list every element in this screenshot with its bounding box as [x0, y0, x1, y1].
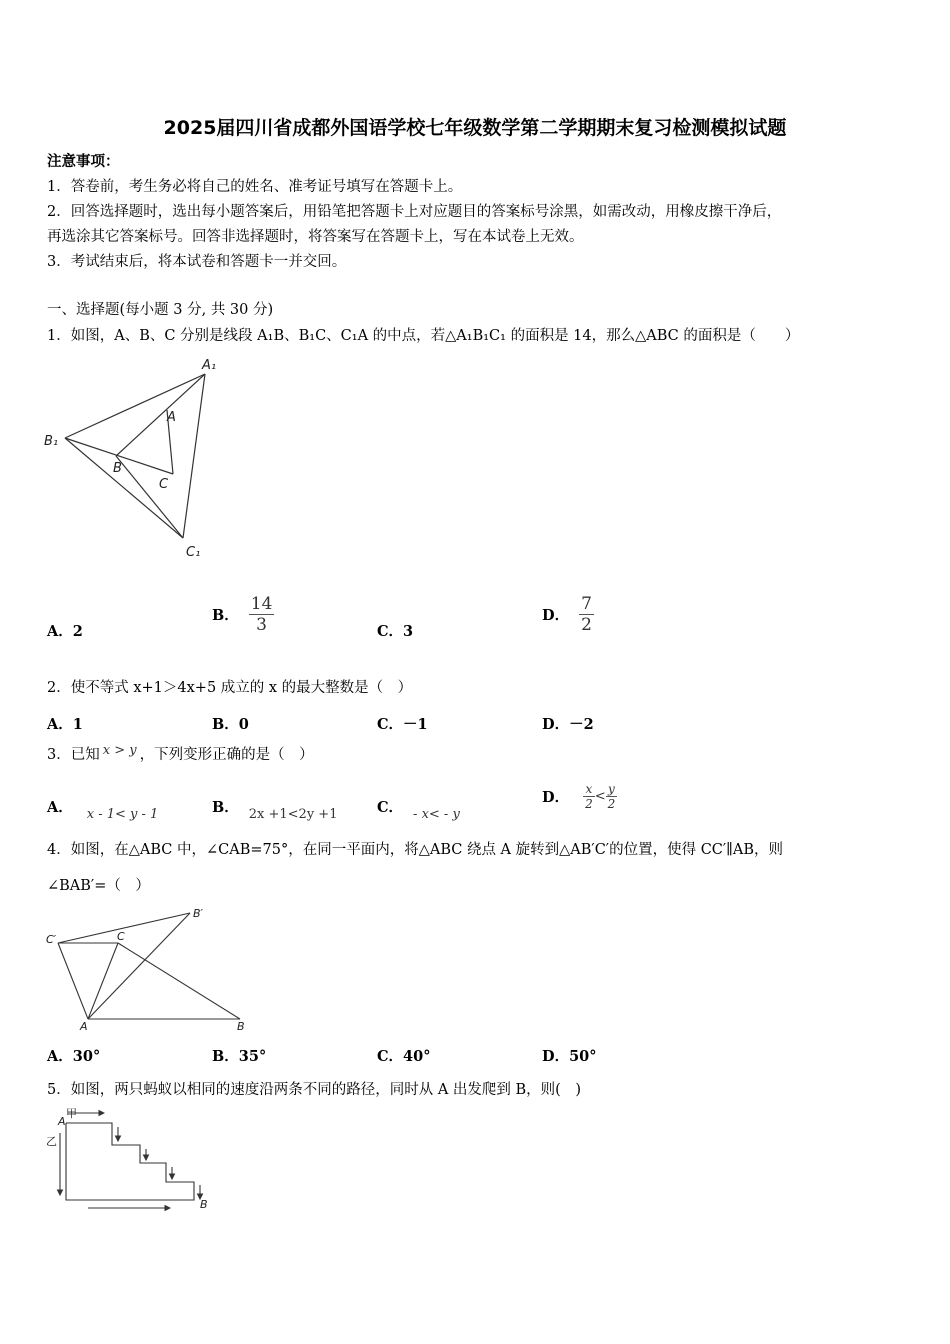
q4-label-c: C — [117, 930, 125, 943]
q4-option-b[interactable]: B．35° — [212, 1048, 267, 1065]
q1-label-c1: C₁ — [186, 545, 201, 560]
notice-item-2: 2．回答选择题时，选出每小题答案后，用铅笔把答题卡上对应题目的答案标号涂黑，如需改动，用橡皮擦干净后， — [47, 204, 782, 220]
notice-item-1: 1．答卷前，考生务必将自己的姓名、准考证号填写在答题卡上。 — [47, 179, 463, 195]
q4-option-a[interactable]: A．30° — [47, 1048, 101, 1065]
q2-option-d[interactable]: D．－2 — [542, 716, 594, 733]
q2-option-a[interactable]: A．1 — [47, 716, 83, 733]
q4-option-c[interactable]: C．40° — [377, 1048, 431, 1065]
q1-option-a[interactable]: A．2 — [47, 623, 83, 640]
q1-option-d[interactable]: D． $\frac{7}{2}$ — [542, 594, 592, 635]
notice-item-2-cont: 再选涂其它答案标号。回答非选择题时，将答案写在答题卡上，写在本试卷上无效。 — [47, 229, 584, 245]
q5-stem: 5．如图，两只蚂蚁以相同的速度沿两条不同的路径，同时从 A 出发爬到 B，则( ) — [47, 1082, 581, 1098]
notice-item-3: 3．考试结束后，将本试卷和答题卡一并交回。 — [47, 254, 347, 270]
q1-stem: 1．如图，A、B、C 分别是线段 A₁B、B₁C、C₁A 的中点，若△A₁B₁C₁ 的面积是 14，那么△ABC 的面积是（ ） — [47, 328, 800, 344]
q5-label-a: A — [58, 1115, 66, 1128]
q2-option-c[interactable]: C．－1 — [377, 716, 428, 733]
q3-option-c[interactable]: C． - x< - y — [377, 799, 460, 822]
q5-paths-figure — [40, 1105, 220, 1215]
q3-option-b[interactable]: B． 2x +1<2y +1 — [212, 799, 338, 822]
q1-option-c[interactable]: C．3 — [377, 623, 414, 640]
page-title: 2025届四川省成都外国语学校七年级数学第二学期期末复习检测模拟试题 — [163, 117, 787, 139]
q4-rotation-figure — [40, 903, 260, 1035]
q1-label-c: C — [159, 477, 169, 492]
q4-label-b: B — [237, 1020, 245, 1033]
q3-option-a[interactable]: A． x - 1< y - 1 — [47, 799, 159, 822]
q2-option-b[interactable]: B．0 — [212, 716, 249, 733]
q2-stem: 2．使不等式 x+1＞4x+5 成立的 x 的最大整数是（ ） — [47, 680, 413, 696]
q4-label-c-prime: C′ — [46, 933, 57, 946]
section-heading: 一、选择题(每小题 3 分, 共 30 分) — [47, 302, 274, 318]
notice-heading: 注意事项： — [47, 153, 120, 170]
q5-label-b: B — [200, 1198, 208, 1211]
q5-label-yi: 乙 — [46, 1135, 57, 1148]
q1-option-b[interactable]: B． $\frac{14}{3}$ — [212, 594, 273, 635]
q4-option-d[interactable]: D．50° — [542, 1048, 597, 1065]
q1-label-a1: A₁ — [202, 358, 217, 373]
q4-stem-line1: 4．如图，在△ABC 中，∠CAB=75°，在同一平面内，将△ABC 绕点 A 旋转到△AB′C′的位置，使得 CC′∥AB，则 — [47, 842, 784, 858]
q3-option-d[interactable]: D． $\frac{x}{2}$ < $\frac{y}{2}$ — [542, 782, 616, 811]
q4-stem-line2: ∠BAB′=（ ） — [47, 878, 150, 894]
q4-label-a: A — [80, 1020, 88, 1033]
q1-label-a: A — [167, 410, 176, 425]
q1-label-b: B — [113, 461, 122, 476]
q4-label-b-prime: B′ — [193, 907, 204, 920]
q5-label-jia: 甲 — [66, 1107, 77, 1120]
q3-stem: 3．已知 x > y ，下列变形正确的是（ ） — [47, 743, 314, 763]
q1-label-b1: B₁ — [44, 434, 59, 449]
q1-triangle-figure — [40, 350, 240, 565]
